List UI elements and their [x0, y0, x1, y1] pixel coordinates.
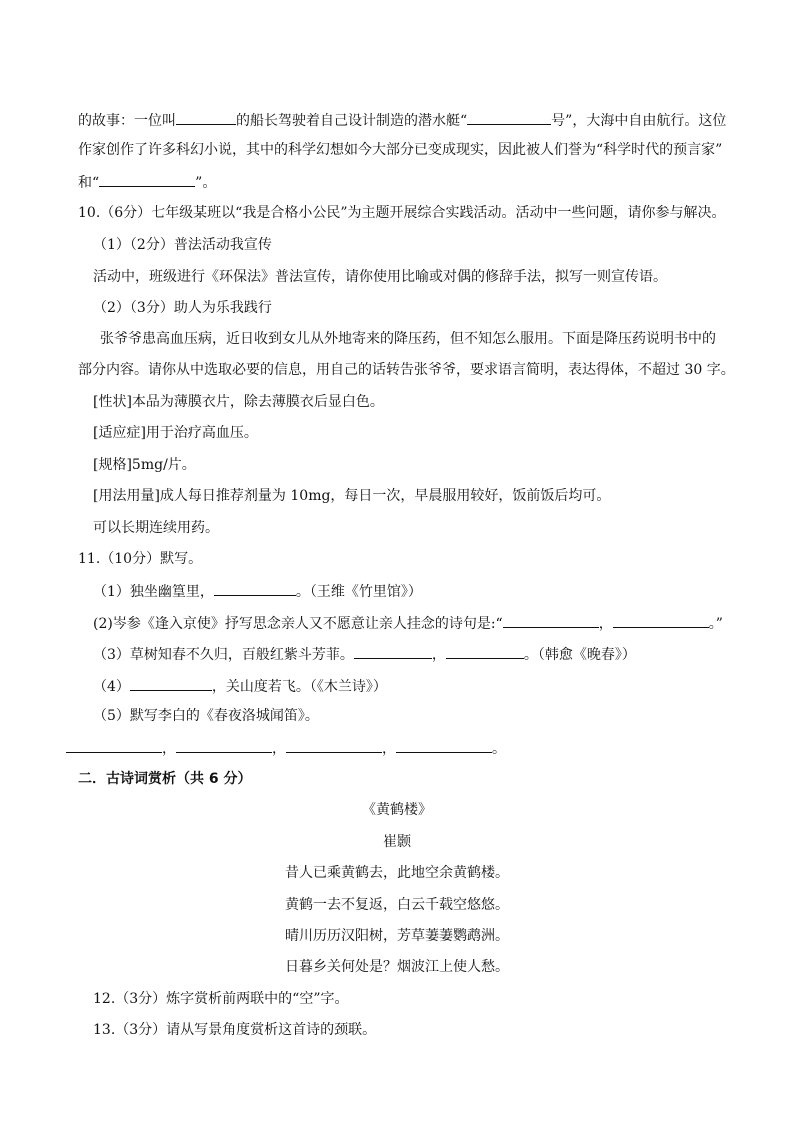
answer-blank[interactable]: [446, 643, 524, 659]
q11-text: （3）草树知春不久归，百般红紫斗芳菲。: [93, 647, 354, 663]
q9-text: ”。: [195, 175, 217, 191]
poem-line-3: 晴川历历汉阳树，芳草萋萋鹦鹉洲。: [285, 928, 509, 944]
manual-item-spec: [规格]5mg/片。: [93, 457, 196, 473]
q10-part2-text-2: 部分内容。请你从中选取必要的信息，用自己的话转告张爷爷，要求语言简明，表达得体，不超过 30 字。: [78, 362, 735, 378]
poem-title: 《黄鹤楼》: [362, 802, 432, 818]
q10-title: 10.（6分）七年级某班以“我是合格小公民”为主题开展综合实践活动。活动中一些问题，请你参与解决。: [78, 205, 726, 221]
separator: ，: [162, 741, 176, 757]
q9-text: 的船长驾驶着自己设计制造的潜水艇“: [236, 113, 468, 129]
q11-text: （1）独坐幽篁里，: [93, 584, 214, 600]
q12: 12.（3分）炼字赏析前两联中的“空”字。: [93, 991, 349, 1007]
q11-item-5-blanks: [66, 737, 506, 759]
separator: ，: [272, 741, 286, 757]
answer-blank[interactable]: [354, 643, 432, 659]
q11-text: ，: [431, 647, 446, 663]
poem-author: 崔颢: [383, 834, 411, 850]
q11-title: 11.（10分）默写。: [78, 551, 203, 567]
q11-item-5: （5）默写李白的《春夜洛城闻笛》。: [93, 708, 319, 724]
manual-item-longterm: 可以长期连续用药。: [93, 520, 219, 536]
poem-line-2: 黄鹤一去不复返，白云千载空悠悠。: [285, 897, 509, 913]
manual-item-indication: [适应症]用于治疗高血压。: [93, 425, 258, 441]
answer-blank[interactable]: [214, 580, 296, 596]
q11-item-4: [93, 675, 387, 697]
q10-part2-text-1: 张爷爷患高血压病，近日收到女儿从外地寄来的降压药，但不知怎么服用。下面是降压药说明书中的: [100, 331, 716, 347]
q9-line-1: [78, 109, 726, 131]
q10-part1-title: （1）（2分）普法活动我宣传: [93, 237, 272, 253]
answer-blank[interactable]: [613, 612, 709, 628]
separator: ，: [382, 741, 396, 757]
q9-text: 号”，大海中自由航行。这位: [551, 113, 727, 129]
q9-text: 的故事：一位叫: [78, 113, 176, 129]
answer-blank[interactable]: [503, 612, 599, 628]
q9-line-3: [78, 171, 216, 193]
q11-item-1: [93, 580, 422, 602]
answer-blank[interactable]: [99, 171, 195, 187]
q11-text: ，关山度若飞。（《木兰诗》）: [211, 679, 387, 695]
answer-blank[interactable]: [66, 737, 162, 753]
manual-item-properties: [性状]本品为薄膜衣片，除去薄膜衣后显白色。: [93, 394, 384, 410]
answer-blank[interactable]: [467, 109, 551, 125]
answer-blank[interactable]: [396, 737, 492, 753]
answer-blank[interactable]: [286, 737, 382, 753]
q11-text: 。”: [708, 616, 723, 632]
q11-text: 。（韩愈《晚春》）: [523, 647, 636, 663]
q13: 13.（3分）请从写景角度赏析这首诗的颈联。: [93, 1022, 377, 1038]
manual-item-dosage: [用法用量]成人每日推荐剂量为 10mg，每日一次，早晨服用较好，饭前饭后均可。: [93, 488, 611, 504]
q11-text: 。（王维《竹里馆》）: [295, 584, 422, 600]
q9-line-2: 作家创作了许多科幻小说，其中的科学幻想如今大部分已变成现实，因此被人们誉为“科学时代的预言家”: [78, 142, 723, 158]
q11-text: （4）: [93, 679, 130, 695]
q11-text: ，: [598, 616, 613, 632]
answer-blank[interactable]: [130, 675, 212, 691]
poem-line-1: 昔人已乘黄鹤去，此地空余黄鹤楼。: [285, 865, 509, 881]
q11-item-3: [93, 643, 636, 665]
q11-text: (2)岑参《逢入京使》抒写思念亲人又不愿意让亲人挂念的诗句是:“: [93, 616, 503, 632]
q9-text: 和“: [78, 175, 100, 191]
q10-part2-title: （2）（3分）助人为乐我践行: [93, 300, 272, 316]
section-heading: 二．古诗词赏析（共 6 分）: [78, 771, 252, 787]
q10-part1-text: 活动中，班级进行《环保法》普法宣传，请你使用比喻或对偶的修辞手法，拟写一则宣传语。: [93, 269, 667, 285]
poem-line-4: 日暮乡关何处是？烟波江上使人愁。: [285, 959, 509, 975]
q11-item-2: [93, 612, 723, 634]
answer-blank[interactable]: [176, 737, 272, 753]
answer-blank[interactable]: [176, 109, 236, 125]
separator: 。: [492, 741, 506, 757]
